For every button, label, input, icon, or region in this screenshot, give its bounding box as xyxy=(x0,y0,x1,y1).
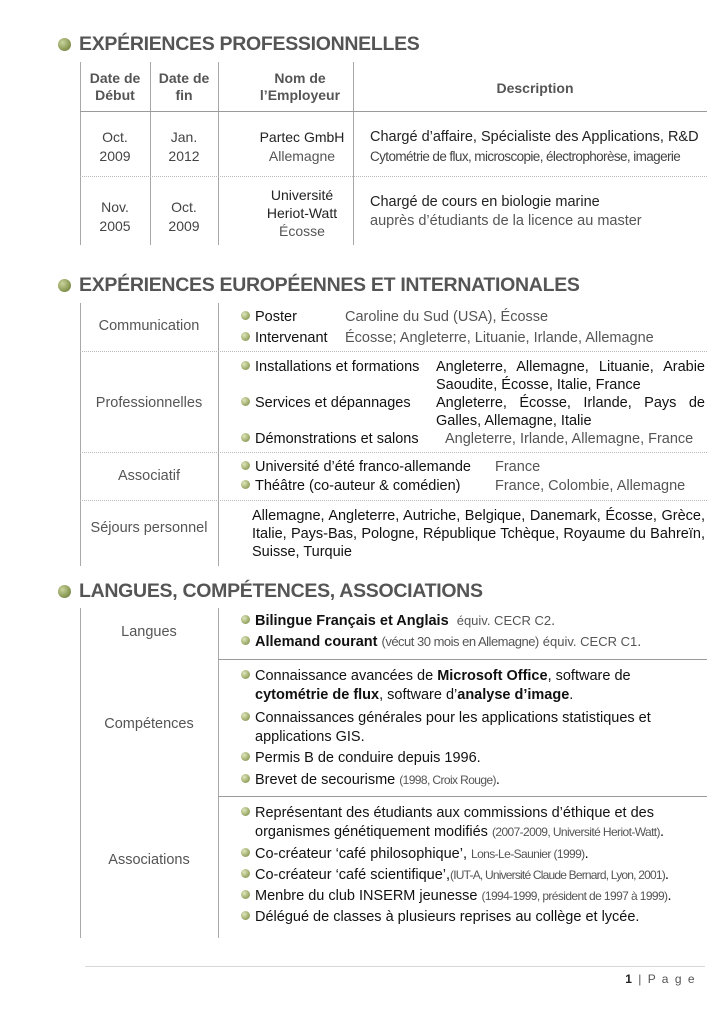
bullet-icon xyxy=(241,361,250,370)
bullet-icon xyxy=(241,848,250,857)
label-sejours: Séjours personnel xyxy=(90,520,208,536)
list-item: Connaissances générales pour les applications statistiques et xyxy=(241,709,651,727)
label-competences: Compétences xyxy=(104,716,194,732)
section-title: LANGUES, COMPÉTENCES, ASSOCIATIONS xyxy=(79,580,483,602)
row2-end: Oct. xyxy=(171,199,197,215)
label-associatif: Associatif xyxy=(117,468,181,484)
list-item: Université d’été franco-allemande France xyxy=(241,458,540,476)
row2-employer: Université xyxy=(270,187,334,203)
list-item: Intervenant Écosse; Angleterre, Lituanie, Irlande, Allemagne xyxy=(241,329,654,347)
header-employer: Nom de xyxy=(274,70,326,86)
label-associations: Associations xyxy=(108,852,190,868)
bullet-icon xyxy=(241,615,250,624)
bullet-icon xyxy=(241,636,250,645)
bullet-icon xyxy=(241,869,250,878)
list-item: Allemand courant (vécut 30 mois en Allemagne) équiv. CECR C1. xyxy=(241,633,641,651)
list-item: Brevet de secourisme (1998, Croix Rouge). xyxy=(241,771,500,789)
bullet-icon xyxy=(241,332,250,341)
label-professionnelles: Professionnelles xyxy=(95,395,203,411)
section-title: EXPÉRIENCES EUROPÉENNES ET INTERNATIONALES xyxy=(79,274,580,296)
bullet-icon xyxy=(241,890,250,899)
section-header-international xyxy=(58,274,580,297)
header-description: Description xyxy=(496,80,574,96)
bullet-icon xyxy=(241,311,250,320)
list-item: Démonstrations et salons Angleterre, Irlande, Allemagne, France xyxy=(241,430,693,448)
section-header-langues xyxy=(58,580,483,603)
row2-start: Nov. xyxy=(101,199,129,215)
list-item: Poster Caroline du Sud (USA), Écosse xyxy=(241,308,548,326)
section-bullet-icon xyxy=(58,279,71,292)
bullet-icon xyxy=(241,712,250,721)
section-header-experiences xyxy=(58,33,420,56)
bullet-icon xyxy=(241,433,250,442)
list-item: Connaissance avancées de Microsoft Office, software de xyxy=(241,667,631,685)
label-communication: Communication xyxy=(98,318,200,334)
list-item-value: Angleterre, Écosse, Irlande, Pays de Galles, Allemagne, Italie xyxy=(436,395,705,429)
bullet-icon xyxy=(241,774,250,783)
list-item: Co-créateur ‘café scientifique’,(IUT-A, Université Claude Bernard, Lyon, 2001). xyxy=(241,866,669,884)
list-item: Services et dépannages xyxy=(241,394,411,412)
footer-rule xyxy=(85,966,705,967)
row1-end: Jan. xyxy=(170,129,198,145)
sejours-text: Allemagne, Angleterre, Autriche, Belgique, Danemark, Écosse, Grèce, Italie, Pays-Bas, Pologne, République Tchèque, Royaume du Bahreïn, Suisse, Turquie xyxy=(252,508,705,560)
bullet-icon xyxy=(241,807,250,816)
bullet-icon xyxy=(241,461,250,470)
bullet-icon xyxy=(241,397,250,406)
list-item: Délégué de classes à plusieurs reprises au collège et lycée. xyxy=(241,908,639,926)
row1-start: Oct. xyxy=(102,129,128,145)
list-item-value: Angleterre, Allemagne, Lituanie, Arabie Saoudite, Écosse, Italie, France xyxy=(436,359,705,393)
row2-description: Chargé de cours en biologie marine xyxy=(370,194,600,210)
list-item: Représentant des étudiants aux commissions d’éthique et des xyxy=(241,804,654,822)
list-item: Théâtre (co-auteur & comédien) France, Colombie, Allemagne xyxy=(241,477,685,495)
list-item: Menbre du club INSERM jeunesse (1994-1999, président de 1997 à 1999). xyxy=(241,887,671,905)
header-start-date: Date de xyxy=(89,70,141,86)
list-item: Installations et formations xyxy=(241,358,419,376)
bullet-icon xyxy=(241,911,250,920)
list-item: Permis B de conduire depuis 1996. xyxy=(241,749,481,767)
label-langues: Langues xyxy=(121,624,177,640)
section-title: EXPÉRIENCES PROFESSIONNELLES xyxy=(79,33,420,55)
bullet-icon xyxy=(241,670,250,679)
row1-employer: Partec GmbH xyxy=(259,129,345,145)
row1-description: Chargé d’affaire, Spécialiste des Applications, R&D xyxy=(370,129,699,145)
section-bullet-icon xyxy=(58,38,71,51)
list-item: Bilingue Français et Anglais équiv. CECR C2. xyxy=(241,612,555,630)
list-item: Co-créateur ‘café philosophique’, Lons-Le-Saunier (1999). xyxy=(241,845,589,863)
section-bullet-icon xyxy=(58,585,71,598)
bullet-icon xyxy=(241,480,250,489)
header-end-date: Date de xyxy=(158,70,210,86)
page-footer: 1 | P a g e xyxy=(625,972,696,986)
bullet-icon xyxy=(241,752,250,761)
